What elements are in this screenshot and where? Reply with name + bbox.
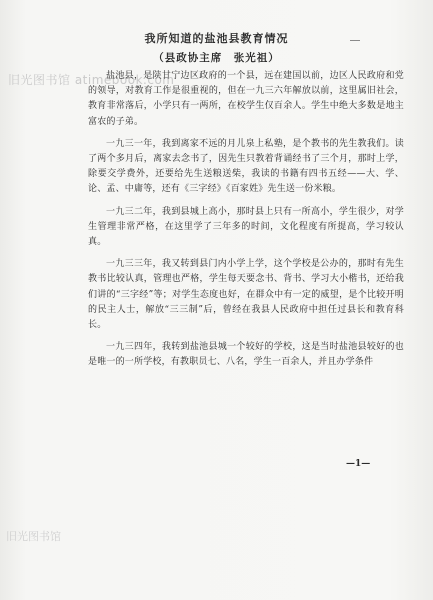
body-text [88, 69, 404, 378]
paragraph-4: 一九三三年，我又转到县门内小学上学，这个学校是公办的，那时有先生教书比较认真，管理也严格，学生每天要念书、背书、学习大小楷书，还给我们讲的“三字经”等；对学生态度也好，在群众中有一定的威望，是个比较开明的民主人士，解放“三三制”后，曾经在我县人民政府中担任过县长和教育科长。 [88, 259, 404, 331]
paragraph-1: 盐池县，是陕甘宁边区政府的一个县，远在建国以前，边区人民政府和党的领导，对教育工作是很重视的，但在一九三六年解放以前，这里属旧社会，教育非常落后，小学只有一两所，在校学生仅百余人。学生中绝大多数是地主富农的子弟。 [88, 71, 404, 127]
paragraph-2: 一九三一年，我到离家不远的月儿泉上私塾，是个教书的先生教我们。读了两个多月后，离家去念书了，因先生只教着背诵经书了三个月，那时上学，除要交学费外，还要给先生送粮送柴，我读的书籍有四书五经——大、学、论、孟、中庸等，还有《三字经》《百家姓》先生送一份米粮。 [88, 138, 404, 195]
author-byline: （县政协主席 张光祖） [153, 52, 280, 64]
paragraph-3: 一九三二年，我到县城上高小，那时县上只有一所高小，学生很少，对学生管理非常严格，在这里学了三年多的时间，文化程度有所提高，学习较认真。 [88, 206, 404, 248]
paragraph-5: 一九三四年，我转到盐池县城一个较好的学校，这是当时盐池县较好的也是唯一的一所学校，有教职员七、八名，学生一百余人，并且办学条件 [88, 342, 404, 368]
watermark-bottom: 旧光图书馆 [6, 530, 61, 543]
document-title: 我所知道的盐池县教育情况 [144, 32, 289, 45]
page-number: —1— [346, 459, 371, 469]
watermark: 旧光图书馆 atimebook.com [8, 73, 175, 87]
